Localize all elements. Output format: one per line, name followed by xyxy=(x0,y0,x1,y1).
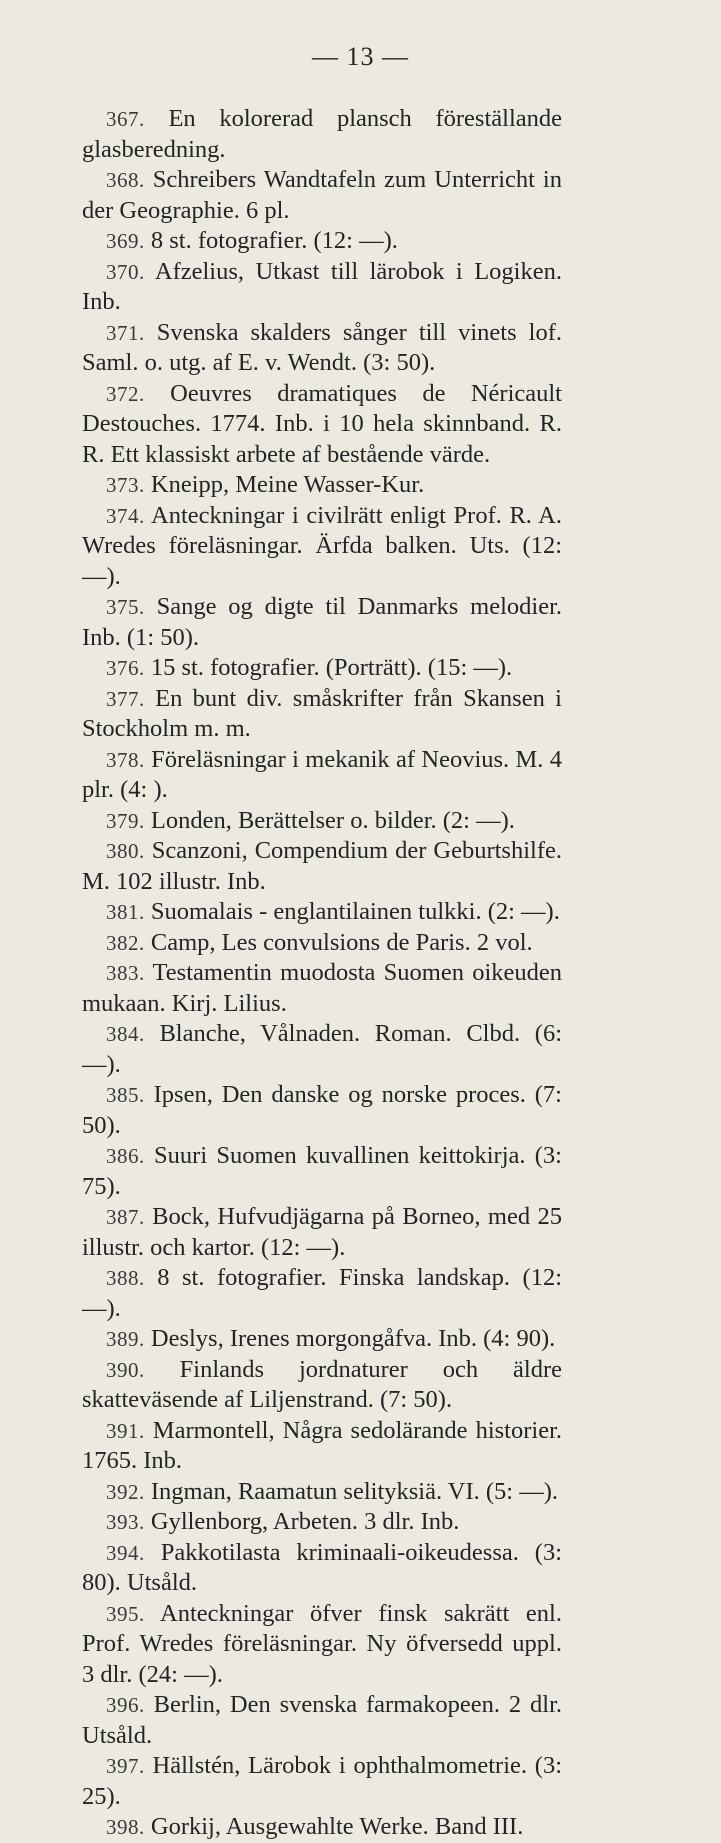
entry-number: 398. xyxy=(106,1815,145,1839)
entry-text: Anteckningar öfver finsk sakrätt enl. Prof. Wredes föreläsningar. Ny öfversedd uppl. 3 dlr. (24: —). xyxy=(82,1599,562,1688)
entry-text: En kolorerad plansch föreställande glasberedning. xyxy=(82,105,562,163)
entry-text: Suuri Suomen kuvallinen keittokirja. (3: 75). xyxy=(82,1142,562,1200)
entry-text: Pakkotilasta kriminaali-oikeudessa. (3: 80). Utsåld. xyxy=(82,1538,563,1596)
entry-number: 387. xyxy=(106,1205,145,1229)
catalog-entry xyxy=(82,1324,562,1355)
catalog-entry xyxy=(82,684,562,745)
entry-number: 369. xyxy=(106,229,145,253)
entry-text: 15 st. fotografier. (Porträtt). (15: —). xyxy=(150,654,513,681)
entry-text: Marmontell, Några sedolärande historier. 1765. Inb. xyxy=(82,1416,562,1474)
catalog-entry xyxy=(82,897,562,928)
entry-text: Bock, Hufvudjägarna på Borneo, med 25 illustr. och kartor. (12: —). xyxy=(82,1203,562,1261)
entry-number: 393. xyxy=(106,1510,145,1534)
entry-text: Testamentin muodosta Suomen oikeuden mukaan. Kirj. Lilius. xyxy=(82,959,563,1017)
catalog-entry xyxy=(82,1263,562,1324)
catalog-entry xyxy=(82,1202,562,1263)
entry-text: Ingman, Raamatun selityksiä. VI. (5: —). xyxy=(150,1477,558,1505)
entry-number: 392. xyxy=(106,1479,145,1504)
entry-number: 390. xyxy=(106,1357,145,1382)
entry-text: Camp, Les convulsions de Paris. 2 vol. xyxy=(150,928,533,956)
entry-number: 391. xyxy=(106,1418,145,1443)
entry-text: Finlands jordnaturer och äldre skatteväsende af Liljenstrand. (7: 50). xyxy=(82,1355,563,1413)
entry-text: Gyllenborg, Arbeten. 3 dlr. Inb. xyxy=(150,1508,460,1535)
page-number: — 13 — xyxy=(312,42,409,71)
entry-text: Deslys, Irenes morgongåfva. Inb. (4: 90). xyxy=(150,1325,556,1352)
entry-number: 394. xyxy=(106,1540,145,1565)
catalog-entry xyxy=(82,501,562,593)
entry-number: 372. xyxy=(106,381,145,406)
entry-list xyxy=(82,104,562,1843)
entry-number: 385. xyxy=(106,1083,145,1107)
entry-number: 389. xyxy=(106,1327,145,1351)
catalog-entry xyxy=(82,1355,562,1416)
catalog-entry xyxy=(82,1477,562,1508)
entry-number: 395. xyxy=(106,1601,145,1626)
entry-number: 384. xyxy=(106,1022,145,1046)
entry-text: 8 st. fotografier. Finska landskap. (12: —). xyxy=(82,1264,562,1322)
catalog-entry xyxy=(82,1019,562,1080)
entry-text: Londen, Berättelser o. bilder. (2: —). xyxy=(150,806,515,834)
entry-text: Gorkij, Ausgewahlte Werke. Band III. xyxy=(150,1813,524,1840)
entry-text: En bunt div. småskrifter från Skansen i Stockholm m. m. xyxy=(82,684,562,742)
entry-number: 367. xyxy=(106,107,145,131)
entry-number: 382. xyxy=(106,930,145,955)
entry-number: 368. xyxy=(106,168,145,192)
entry-text: Oeuvres dramatiques de Néricault Destouches. 1774. Inb. i 10 hela skinnband. R. R. Ett klassiskt arbete af bestående värde. xyxy=(82,379,562,468)
catalog-entry xyxy=(82,1812,562,1843)
catalog-entry xyxy=(82,836,562,897)
catalog-entry xyxy=(82,592,562,653)
catalog-entry xyxy=(82,745,562,806)
entry-text: Blanche, Vålnaden. Roman. Clbd. (6: —). xyxy=(82,1020,562,1078)
catalog-entry xyxy=(82,958,562,1019)
catalog-entry xyxy=(82,1080,562,1141)
catalog-entry xyxy=(82,1141,562,1202)
catalog-entry xyxy=(82,653,562,684)
entry-text: Scanzoni, Compendium der Geburtshilfe. M. 102 illustr. Inb. xyxy=(82,837,562,895)
entry-number: 376. xyxy=(106,656,145,680)
catalog-entry xyxy=(82,104,562,165)
entry-number: 380. xyxy=(106,839,145,863)
catalog-entry xyxy=(82,806,562,837)
catalog-entry xyxy=(82,318,562,379)
catalog-entry xyxy=(82,257,562,318)
catalog-entry xyxy=(82,379,562,471)
catalog-entry xyxy=(82,165,562,226)
entry-text: Ipsen, Den danske og norske proces. (7: 50). xyxy=(82,1081,562,1139)
catalog-entry xyxy=(82,1690,562,1751)
entry-text: Schreibers Wandtafeln zum Unterricht in der Geographie. 6 pl. xyxy=(82,166,562,224)
entry-number: 371. xyxy=(106,320,145,345)
catalog-entry xyxy=(82,470,562,501)
entry-text: Afzelius, Utkast till lärobok i Logiken. Inb. xyxy=(82,257,562,315)
catalog-entry xyxy=(82,226,562,257)
entry-text: Anteckningar i civilrätt enligt Prof. R. A. Wredes föreläsningar. Ärfda balken. Uts. (12: —). xyxy=(82,501,562,590)
entry-text: Hällstén, Lärobok i ophthalmometrie. (3: 25). xyxy=(82,1752,562,1810)
entry-number: 386. xyxy=(106,1144,145,1168)
catalog-entry xyxy=(82,1751,562,1812)
entry-number: 388. xyxy=(106,1266,145,1290)
entry-number: 379. xyxy=(106,808,145,833)
catalog-entry xyxy=(82,1538,562,1599)
entry-text: Sange og digte til Danmarks melodier. Inb. (1: 50). xyxy=(82,593,563,651)
entry-number: 397. xyxy=(106,1754,145,1778)
entry-number: 396. xyxy=(106,1693,145,1717)
entry-number: 377. xyxy=(106,686,145,711)
catalog-entry xyxy=(82,1599,562,1691)
entry-number: 370. xyxy=(106,259,145,284)
catalog-entry xyxy=(82,1507,562,1538)
entry-text: Berlin, Den svenska farmakopeen. 2 dlr. Utsåld. xyxy=(82,1691,563,1749)
catalog-entry xyxy=(82,928,562,959)
entry-number: 381. xyxy=(106,900,145,924)
catalog-entry xyxy=(82,1416,562,1477)
entry-number: 374. xyxy=(106,503,145,528)
entry-number: 383. xyxy=(106,961,145,985)
entry-number: 373. xyxy=(106,473,145,497)
entry-text: Suomalais - englantilainen tulkki. (2: —). xyxy=(150,898,560,925)
entry-text: Svenska skalders sånger till vinets lof. Saml. o. utg. af E. v. Wendt. (3: 50). xyxy=(82,318,562,376)
entry-number: 375. xyxy=(106,595,145,619)
entry-text: 8 st. fotografier. (12: —). xyxy=(150,227,398,254)
entry-text: Kneipp, Meine Wasser-Kur. xyxy=(150,471,425,498)
entry-text: Föreläsningar i mekanik af Neovius. M. 4 plr. (4: ). xyxy=(82,745,563,803)
entry-number: 378. xyxy=(106,747,145,772)
